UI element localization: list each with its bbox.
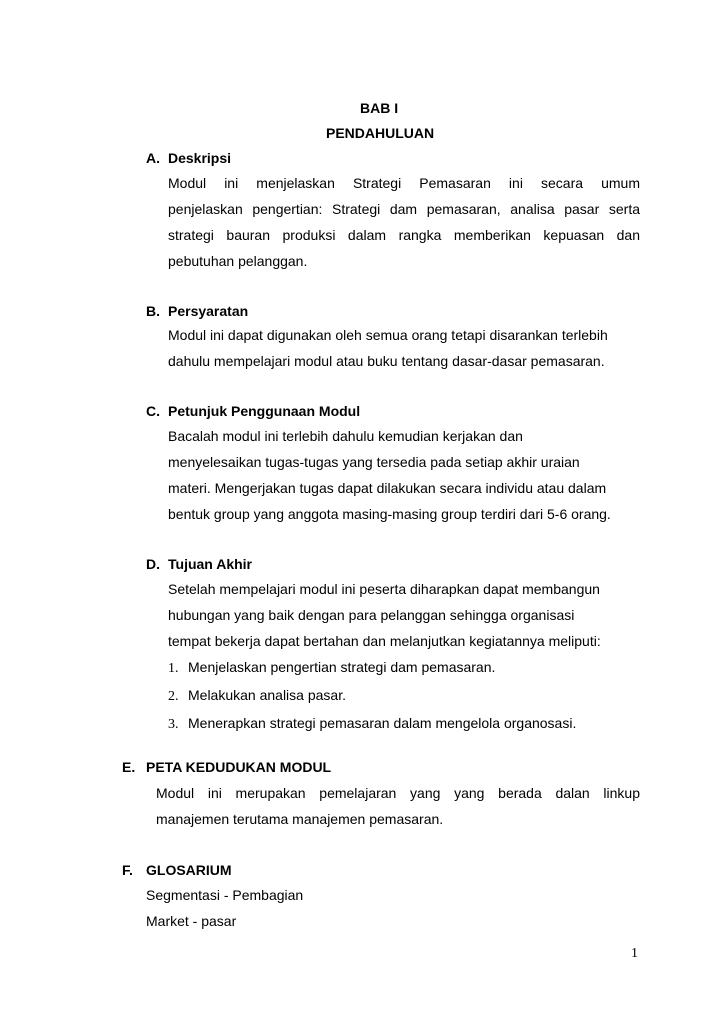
paragraph-line: Modul ini merupakan pemelajaran yang yang berada dalan linkup [156,785,640,801]
list-number: 2. [168,689,179,704]
list-text: Melakukan analisa pasar. [188,687,346,703]
paragraph-line: Modul ini menjelaskan Strategi Pemasaran ini secara umum [168,175,640,191]
paragraph-line: hubungan yang baik dengan para pelanggan sehingga organisasi [168,607,575,623]
chapter-title: PENDAHULUAN [326,125,435,141]
paragraph-line: Modul ini dapat digunakan oleh semua orang tetapi disarankan terlebih [168,327,608,343]
paragraph-line: strategi bauran produksi dalam rangka memberikan kepuasan dan [168,227,640,243]
section-c-label: C. [146,403,160,419]
section-f-label: F. [122,862,133,878]
section-e-title: PETA KEDUDUKAN MODUL [146,759,332,775]
paragraph-line: menyelesaikan tugas-tugas yang tersedia pada setiap akhir uraian [168,454,580,470]
section-d-paragraph [168,576,640,738]
chapter-label: BAB I [360,100,399,116]
section-a-heading [146,150,640,168]
section-b-title: Persyaratan [168,303,249,319]
page-number: 1 [631,946,638,961]
section-e-paragraph [156,780,640,832]
paragraph-line: materi. Mengerjakan tugas dapat dilakukan secara individu atau dalam [168,480,607,496]
list-item [168,710,640,738]
paragraph-line: bentuk group yang anggota masing-masing group terdiri dari 5-6 orang. [168,506,611,522]
section-c-title: Petunjuk Penggunaan Modul [168,403,361,419]
paragraph-line: dahulu mempelajari modul atau buku tentang dasar-dasar pemasaran. [168,353,605,369]
paragraph-line: penjelaskan pengertian: Strategi dam pemasaran, analisa pasar serta [168,201,640,217]
section-d-title: Tujuan Akhir [168,556,252,572]
section-c-paragraph [168,423,640,527]
paragraph-line: tempat bekerja dapat bertahan dan melanjutkan kegiatannya meliputi: [168,633,601,649]
section-f-heading [122,862,640,880]
section-a-label: A. [146,150,160,166]
section-d-heading [146,556,640,574]
section-e-heading [122,759,640,777]
section-d-label: D. [146,556,160,572]
paragraph-line: Setelah mempelajari modul ini peserta diharapkan dapat membangun [168,581,600,597]
section-e-label: E. [122,759,136,775]
list-item [168,654,640,682]
section-a-title: Deskripsi [168,150,232,166]
list-text: Menjelaskan pengertian strategi dam pemasaran. [188,659,496,675]
section-b-label: B. [146,303,160,319]
paragraph-line: pebutuhan pelanggan. [168,253,308,269]
list-text: Menerapkan strategi pemasaran dalam mengelola organosasi. [188,715,577,731]
section-f-glossary [146,882,640,934]
list-item [168,682,640,710]
section-c-heading [146,403,640,421]
paragraph-line: manajemen terutama manajemen pemasaran. [156,811,444,827]
glossary-entry: Segmentasi - Pembagian [146,887,304,903]
glossary-entry: Market - pasar [146,913,237,929]
paragraph-line: Bacalah modul ini terlebih dahulu kemudian kerjakan dan [168,428,523,444]
list-number: 3. [168,717,179,732]
list-number: 1. [168,661,179,676]
section-a-paragraph [168,170,640,274]
section-b-paragraph [168,322,640,374]
section-b-heading [146,303,640,321]
section-f-title: GLOSARIUM [146,862,232,878]
